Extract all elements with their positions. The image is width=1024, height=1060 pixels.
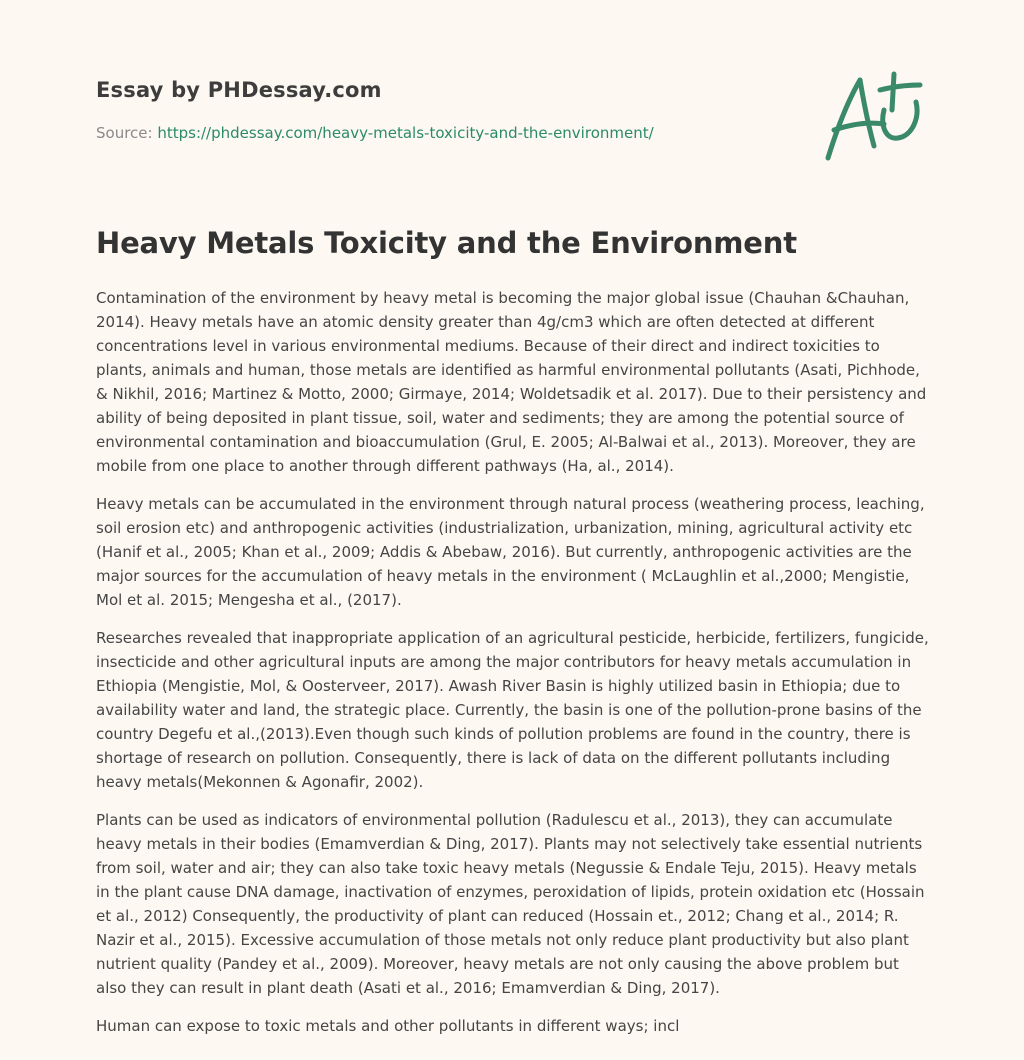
essay-paragraph: Plants can be used as indicators of environmental pollution (Radulescu et al., 2013), they can accumulate heavy metals in their bodies (Emamverdian & Ding, 2017). Plants may not selectively take essential nutrients from soil, water and air; they can also take toxic heavy metals (Negussie & Endale Teju, 2015). Heavy metals in the plant cause DNA damage, inactivation of enzymes, peroxidation of lipids, protein oxidation etc (Hossain et al., 2012) Consequently, the productivity of plant can reduced (Hossain et., 2012; Chang et al., 2014; R. Nazir et al., 2015). Excessive accumulation of those metals not only reduce plant productivity but also plant nutrient quality (Pandey et al., 2009). Moreover, heavy metals are not only causing the above problem but also they can result in plant death (Asati et al., 2016; Emamverdian & Ding, 2017). <box>96 811 925 997</box>
a-plus-grade-icon <box>822 68 926 164</box>
essay-body <box>96 286 932 1052</box>
source-link[interactable]: https://phdessay.com/heavy-metals-toxicity-and-the-environment/ <box>157 124 654 142</box>
essay-paragraph: Human can expose to toxic metals and other pollutants in different ways; incl <box>96 1017 680 1035</box>
site-brand: Essay by PHDessay.com <box>96 78 382 102</box>
essay-paragraph: Heavy metals can be accumulated in the environment through natural process (weathering process, leaching, soil erosion etc) and anthropogenic activities (industrialization, urbanization, mining, agricultural activity etc (Hanif et al., 2005; Khan et al., 2009; Addis & Abebaw, 2016). But currently, anthropogenic activities are the major sources for the accumulation of heavy metals in the environment ( McLaughlin et al.,2000; Mengistie, Mol et al. 2015; Mengesha et al., (2017). <box>96 495 925 609</box>
essay-title: Heavy Metals Toxicity and the Environment <box>96 226 797 260</box>
essay-paragraph: Contamination of the environment by heavy metal is becoming the major global issue (Chauhan &Chauhan, 2014). Heavy metals have an atomic density greater than 4g/cm3 which are often detected at different concentrations level in various environmental mediums. Because of their direct and indirect toxicities to plants, animals and human, those metals are identified as harmful environmental pollutants (Asati, Pichhode, & Nikhil, 2016; Martinez & Motto, 2000; Girmaye, 2014; Woldetsadik et al. 2017). Due to their persistency and ability of being deposited in plant tissue, soil, water and sediments; they are among the potential source of environmental contamination and bioaccumulation (Grul, E. 2005; Al-Balwai et al., 2013). Moreover, they are mobile from one place to another through different pathways (Ha, al., 2014). <box>96 289 927 475</box>
source-label: Source: <box>96 124 158 142</box>
source-line <box>96 124 654 142</box>
essay-paragraph: Researches revealed that inappropriate application of an agricultural pesticide, herbicide, fertilizers, fungicide, insecticide and other agricultural inputs are among the major contributors for heavy metals accumulation in Ethiopia (Mengistie, Mol, & Oosterveer, 2017). Awash River Basin is highly utilized basin in Ethiopia; due to availability water and land, the strategic place. Currently, the basin is one of the pollution-prone basins of the country Degefu et al.,(2013).Even though such kinds of pollution problems are found in the country, there is shortage of research on pollution. Consequently, there is lack of data on the different pollutants including heavy metals(Mekonnen & Agonafir, 2002). <box>96 629 929 791</box>
